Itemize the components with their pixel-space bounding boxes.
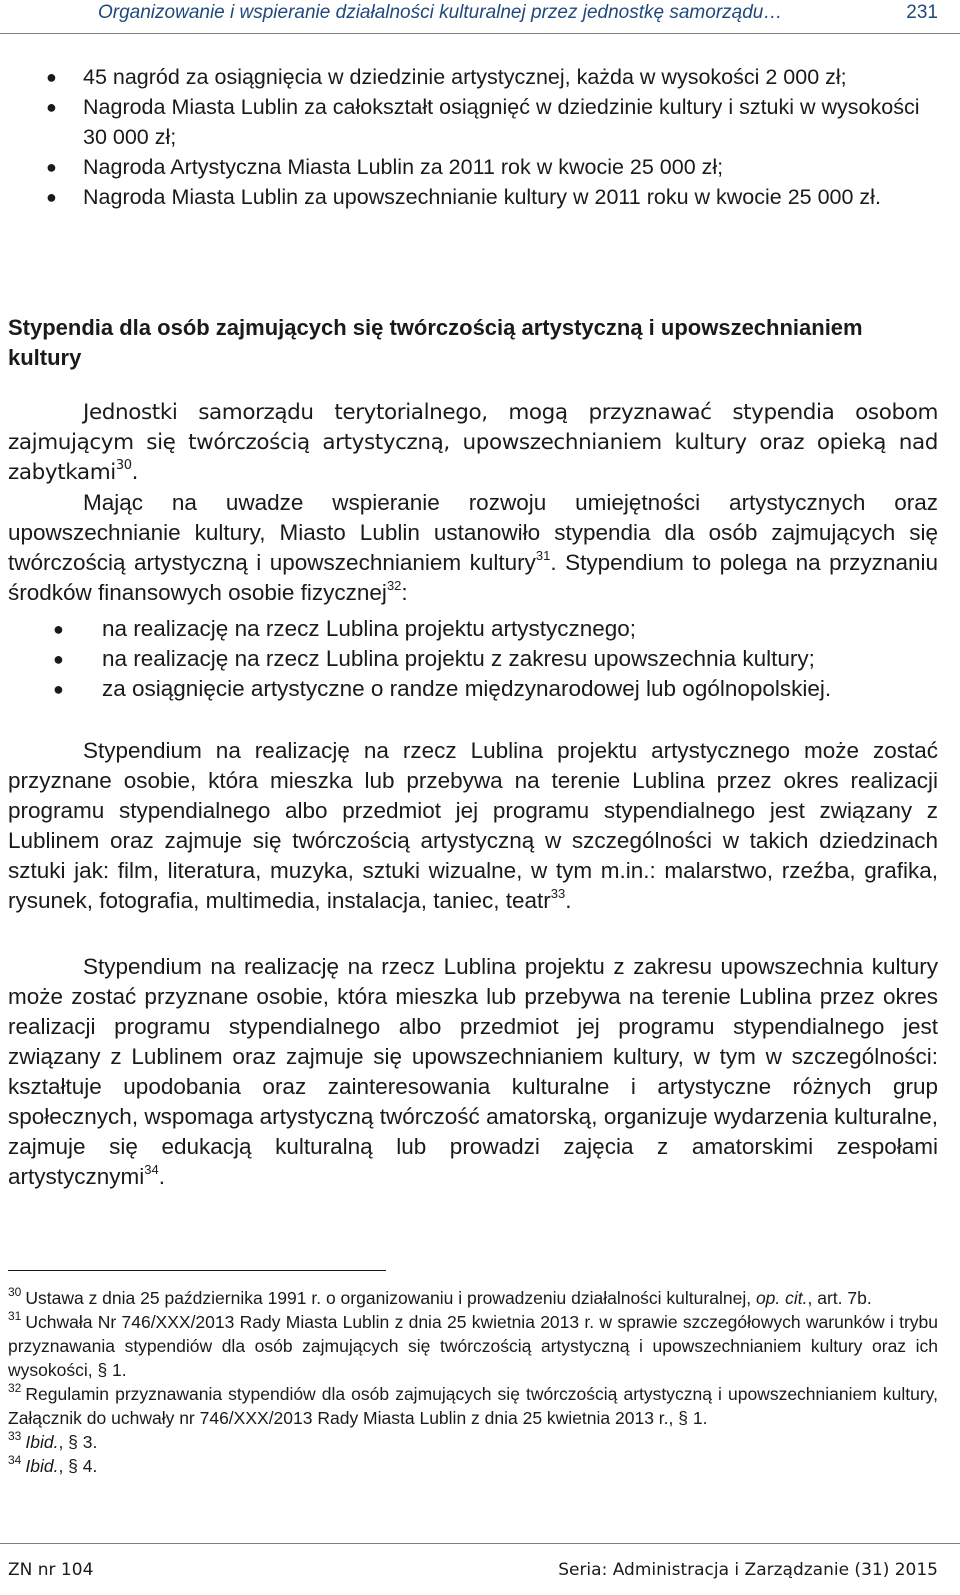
footnote-30: $^{30}$ Ustawa z dnia 25 października 1991 r. o organizowaniu i prowadzeniu działalności kulturalnej, op. cit., art. 7b. [8,1285,872,1308]
footnote-33: $^{33}$ Ibid., § 3. [8,1429,98,1452]
footnote-separator [8,1270,386,1271]
footnote-ref: 34 [144,1162,159,1177]
footer-series: Seria: Administracja i Zarządzanie (31) 2015 [558,1560,938,1580]
paragraph-3: Stypendium na realizację na rzecz Lublina projektu artystycznego może zostać przyznane osobie, która mieszka lub przebywa na terenie Lublina przez okres realizacji programu stypendialnego albo przedmiot jej programu stypendialnego jest związany z Lublinem oraz zajmuje się twórczością artystyczną w szczególności w takich dziedzinach sztuki jak: film, literatura, muzyka, sztuki wizualne, w tym m.in.: malarstwo, rzeźba, grafika, rysunek, fotografia, multimedia, instalacja, taniec, teatr$^{33}$. [8,738,938,913]
footnote-ref: 31 [535,548,551,563]
page-number: 231 [906,2,938,23]
awards-list-container [8,62,938,212]
header-title: Organizowanie i wspieranie działalności kulturalnej przez jednostkę samorządu… [98,2,783,23]
list-item: ● Nagroda Artystyczna Miasta Lublin za 2011 rok w kwocie 25 000 zł; [8,152,938,182]
bullet-icon: ● [53,619,64,639]
bullet-icon: ● [46,67,57,87]
header-rule [0,33,960,34]
list-item: ● za osiągnięcie artystyczne o randze międzynarodowej lub ogólnopolskiej. [8,674,938,704]
bullet-icon: ● [46,187,57,207]
footnotes [8,1286,938,1478]
list-item: ● Nagroda Miasta Lublin za całokształt osiągnięć w dziedzinie kultury i sztuki w wysokości 30 000 zł; [8,92,938,152]
conditions-list [8,614,938,704]
footnote-ref: 32 [386,578,402,593]
paragraph-1: Jednostki samorządu terytorialnego, mogą przyznawać stypendia osobom zajmującym się twórczością artystyczną, upowszechnianiem kultury oraz opieką nad zabytkami$^{30}$. [8,400,938,485]
footnote-34: $^{34}$ Ibid., § 4. [8,1453,98,1476]
footnote-31: $^{31}$ Uchwała Nr 746/XXX/2013 Rady Miasta Lublin z dnia 25 kwietnia 2013 r. w sprawie szczegółowych warunków i trybu przyznawania stypendiów dla osób zajmujących się twórczością artystyczną i upowszechnianiem kultury oraz ich wysokości, § 1. [8,1309,938,1380]
list-item: ● na realizację na rzecz Lublina projektu artystycznego; [8,614,938,644]
list-item: ● na realizację na rzecz Lublina projektu z zakresu upowszechnia kultury; [8,644,938,674]
footnote-ref: 33 [550,886,566,901]
section-heading: Stypendia dla osób zajmujących się twórczością artystyczną i upowszechnianiem kultury [8,315,863,370]
footer-journal-number: ZN nr 104 [8,1560,94,1580]
bullet-icon: ● [46,157,57,177]
bullet-icon: ● [46,97,57,117]
paragraph-2: Mając na uwadze wspieranie rozwoju umiejętności artystycznych oraz upowszechnianie kultury, Miasto Lublin ustanowiło stypendia dla osób zajmujących się twórczością artystyczną i upowszechnianiem kultury$^{31}$. Stypendium to polega na przyznaniu środków finansowych osobie fizycznej$^{32}$: [8,490,938,605]
paragraph-4: Stypendium na realizację na rzecz Lublina projektu z zakresu upowszechnia kultury może zostać przyznane osobie, która mieszka lub przebywa na terenie Lublina przez okres realizacji programu stypendialnego albo przedmiot jej programu stypendialnego jest związany z Lublinem oraz zajmuje się upowszechnianiem kultury, w tym w szczególności: kształtuje upodobania oraz zainteresowania kulturalne i artystyczne różnych grup społecznych, wspomaga artystyczną twórczość amatorską, organizuje wydarzenia kulturalne, zajmuje się edukacją kulturalną lub prowadzi zajęcia z amatorskimi zespołami artystycznymi$^{34}$. [8,954,938,1189]
footnote-ref: 30 [115,458,132,473]
awards-list [8,62,938,212]
list-item: ● 45 nagród za osiągnięcia w dziedzinie artystycznej, każda w wysokości 2 000 zł; [8,62,938,92]
bullet-icon: ● [53,649,64,669]
list-item: ● Nagroda Miasta Lublin za upowszechnianie kultury w 2011 roku w kwocie 25 000 zł. [8,182,938,212]
bullet-icon: ● [53,679,64,699]
running-header [0,0,960,36]
footer-rule [0,1543,960,1544]
footnote-32: $^{32}$ Regulamin przyznawania stypendiów dla osób zajmujących się twórczością artystyczną i upowszechnianiem kultury, Załącznik do uchwały nr 746/XXX/2013 Rady Miasta Lublin z dnia 25 kwietnia 2013 r., § 1. [8,1381,938,1428]
